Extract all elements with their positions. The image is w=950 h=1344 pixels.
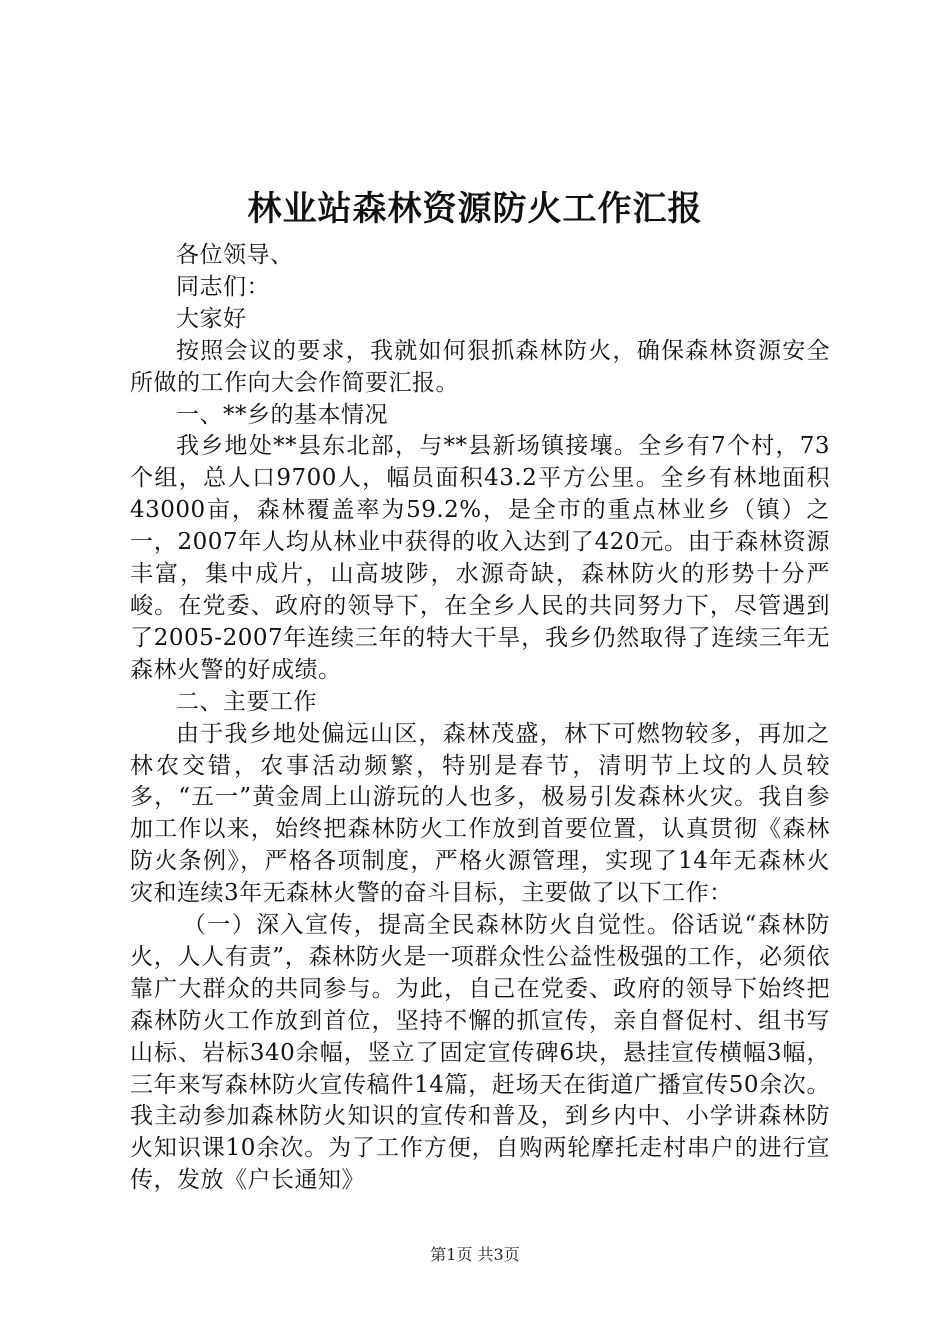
- document-body: [130, 240, 830, 1197]
- salutation-leaders: 各位领导、: [176, 242, 294, 268]
- intro-paragraph: 按照会议的要求，我就如何狠抓森林防火，确保森林资源安全所做的工作向大会作简要汇报。: [130, 337, 830, 396]
- publicity-paragraph: （一）深入宣传，提高全民森林防火自觉性。俗话说“森林防火，人人有责”，森林防火是一项群众性公益性极强的工作，必须依靠广大群众的共同参与。为此，自己在党委、政府的领导下始终把森林防火工作放到首位，坚持不懈的抓宣传，亲自督促村、组书写山标、岩标340余幅，竖立了固定宣传碑6块，悬挂宣传横幅3幅，三年来写森林防火宣传稿件14篇，赶场天在街道广播宣传50余次。我主动参加森林防火知识的宣传和普及，到乡内中、小学讲森林防火知识课10余次。为了工作方便，自购两轮摩托走村串户的进行宣传，发放《户长通知》: [130, 912, 830, 1194]
- section-heading-2: 二、主要工作: [176, 688, 317, 715]
- basic-situation-paragraph: 我乡地处**县东北部，与**县新场镇接壤。全乡有7个村，73个组，总人口9700人，幅员面积43.2平方公里。全乡有林地面积43000亩，森林覆盖率为59.2%，是全市的重点林业乡（镇）之一，2007年人均从林业中获得的收入达到了420元。由于森林资源丰富，集中成片，山高坡陟，水源奇缺，森林防火的形势十分严峻。在党委、政府的领导下，在全乡人民的共同努力下，尽管遇到了2005-2007年连续三年的特大干旱，我乡仍然取得了连续三年无森林火警的好成绩。: [130, 433, 830, 683]
- section-heading-1: 一、**乡的基本情况: [176, 401, 388, 428]
- salutation-comrades: 同志们：: [176, 273, 270, 300]
- greeting: 大家好: [176, 305, 247, 332]
- main-work-paragraph: 由于我乡地处偏远山区，森林茂盛，林下可燃物较多，再加之林农交错，农事活动频繁，特别是春节，清明节上坟的人员较多，“五一”黄金周上山游玩的人也多，极易引发森林火灾。我自参加工作以来，始终把森林防火工作放到首要位置，认真贯彻《森林防火条例》，严格各项制度，严格火源管理，实现了14年无森林火灾和连续3年无森林火警的奋斗目标，主要做了以下工作：: [130, 720, 830, 907]
- page-footer: 第1页 共3页: [430, 1245, 520, 1264]
- document-title: 林业站森林资源防火工作汇报: [247, 189, 703, 229]
